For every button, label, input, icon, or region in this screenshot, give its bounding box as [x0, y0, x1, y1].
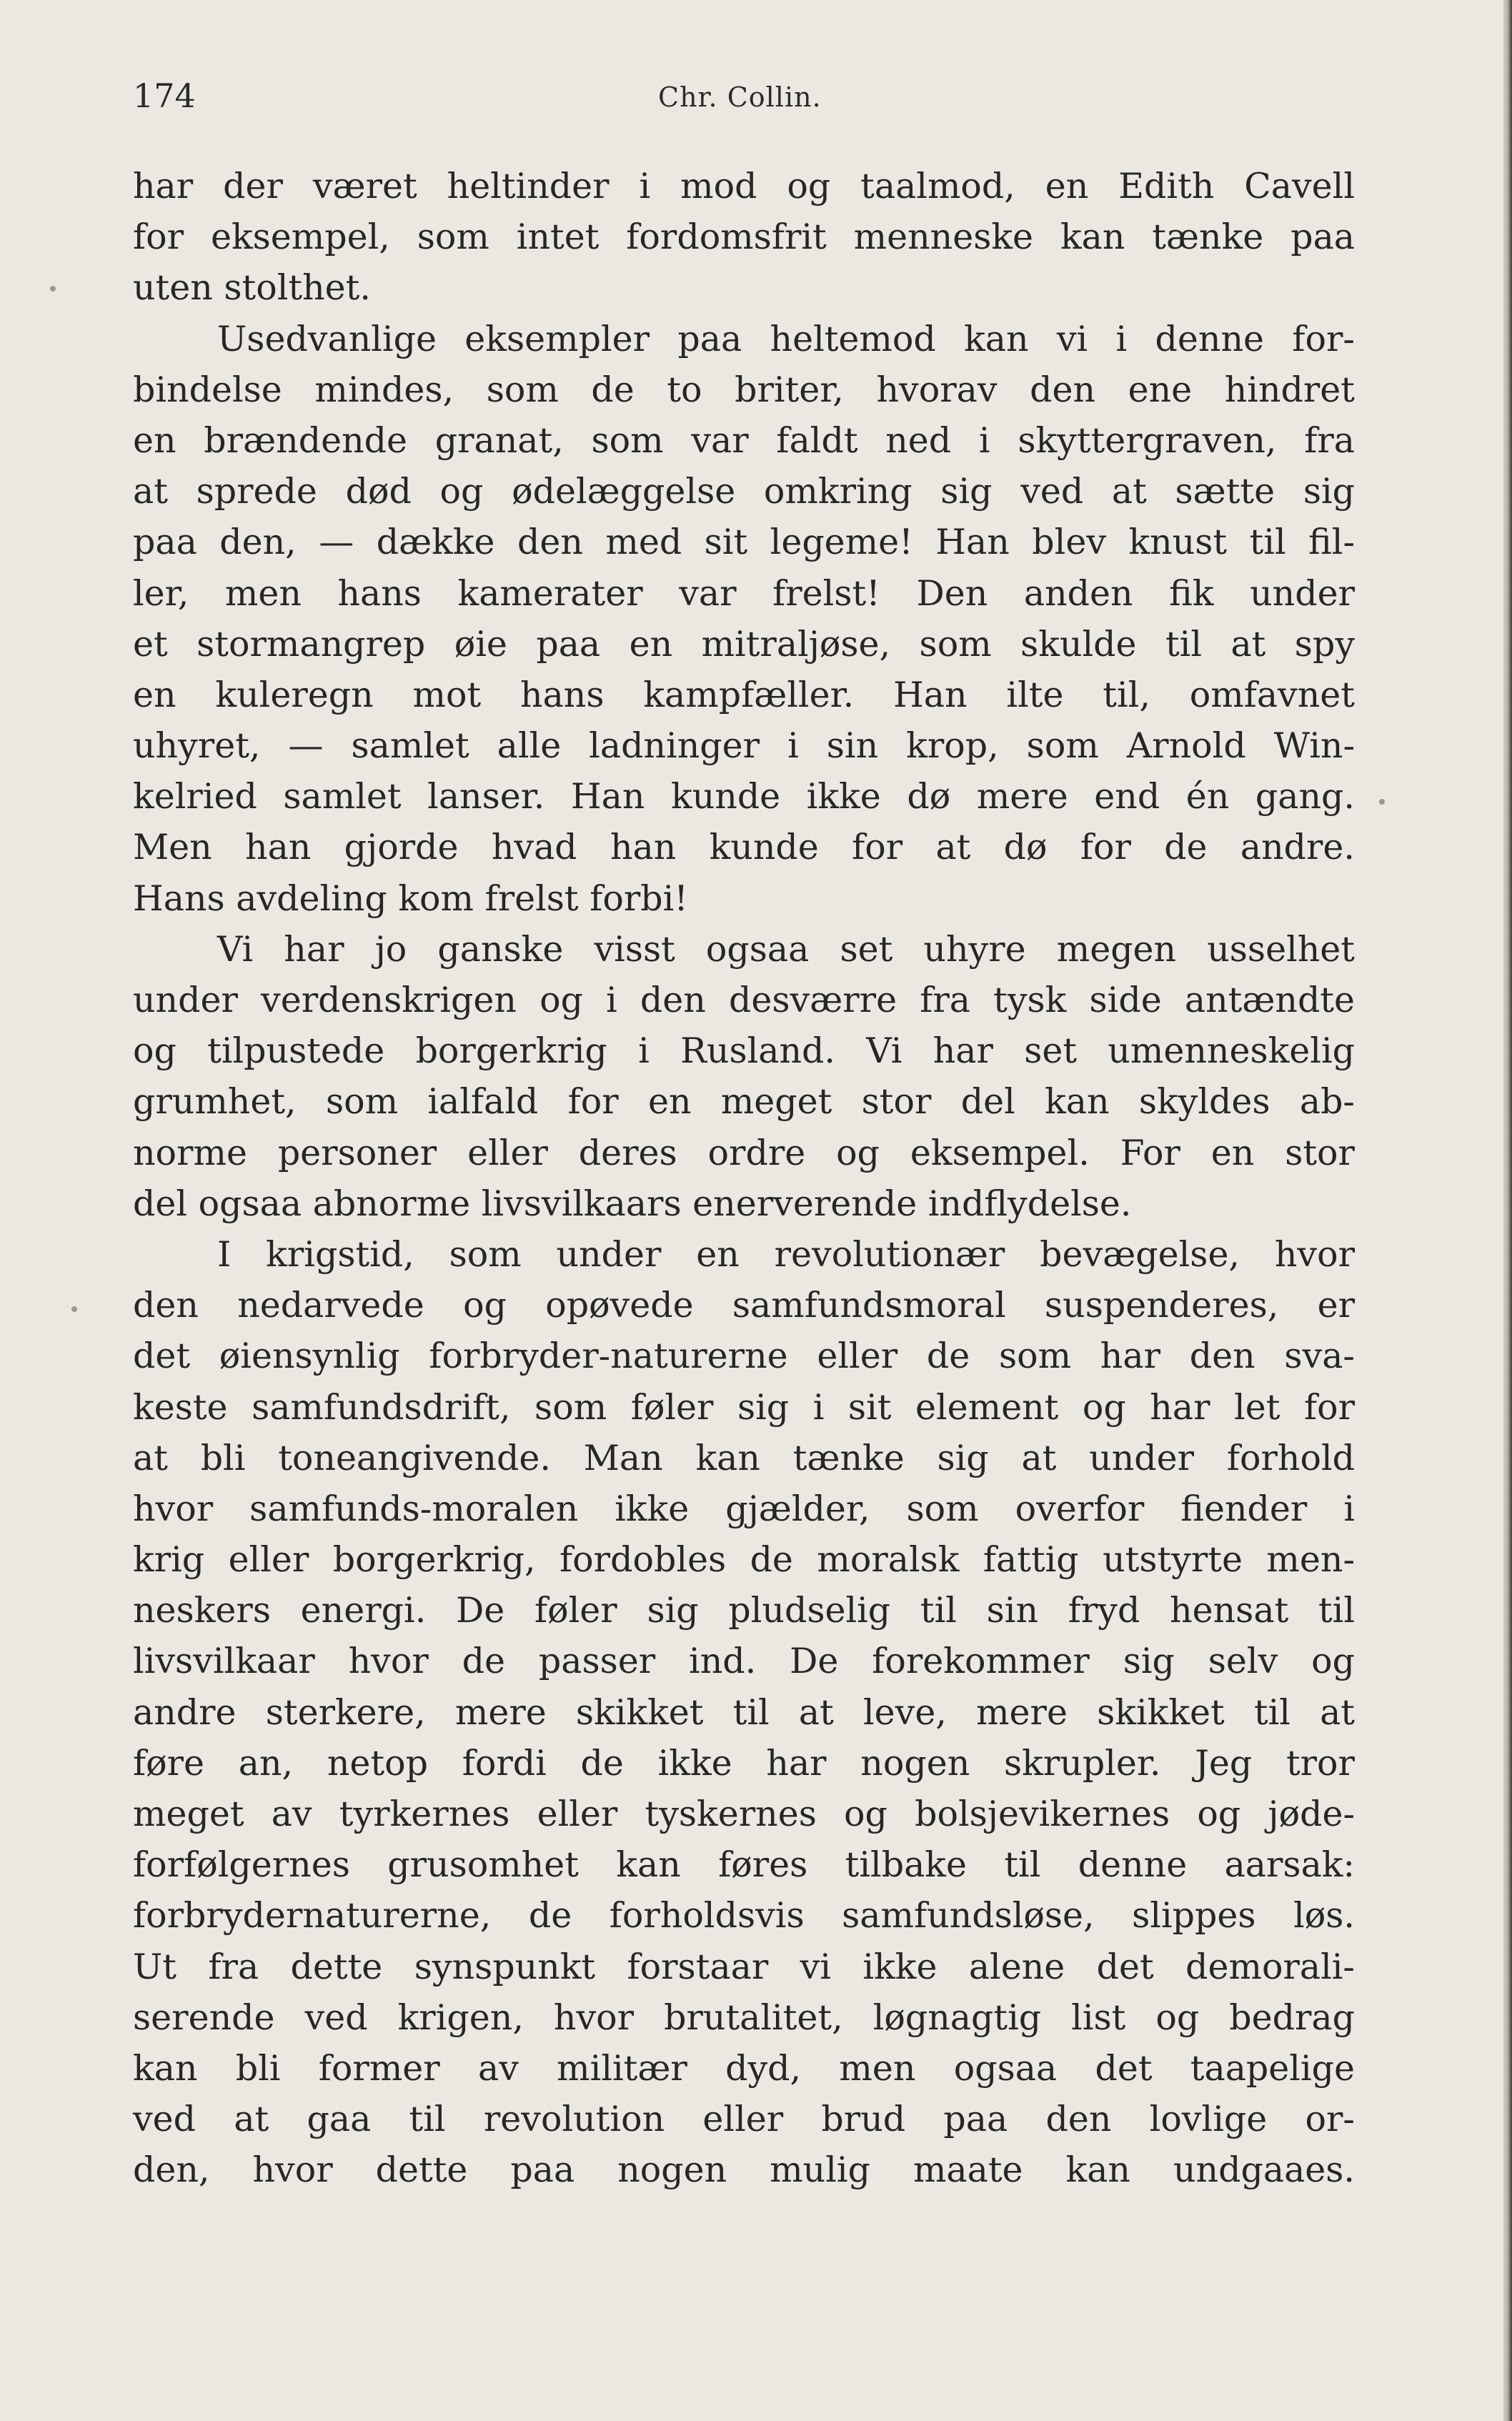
text-line: den nedarvede og opøvede samfundsmoral suspenderes, er — [133, 1285, 1355, 1326]
text-line: andre sterkere, mere skikket til at leve, mere skikket til at — [133, 1691, 1355, 1733]
text-line: det øiensynlig forbryder-naturerne eller de som har den sva- — [133, 1336, 1355, 1377]
paragraph-first-line: I krigstid, som under en revolutionær bevægelse, hvor — [217, 1233, 1355, 1275]
page-header — [133, 74, 1355, 117]
text-line: uten stolthet. — [133, 267, 371, 309]
text-line: keste samfundsdrift, som føler sig i sit element og har let for — [133, 1386, 1355, 1428]
text-line: at sprede død og ødelæggelse omkring sig ved at sætte sig — [133, 471, 1355, 512]
text-line: krig eller borgerkrig, fordobles de moralsk fattig utstyrte men- — [133, 1539, 1355, 1581]
paragraph-first-line: Vi har jo ganske visst ogsaa set uhyre megen usselhet — [217, 928, 1355, 970]
text-line: har der været heltinder i mod og taalmod, en Edith Cavell — [133, 166, 1355, 207]
text-line: grumhet, som ialfald for en meget stor del kan skyldes ab- — [133, 1081, 1355, 1123]
text-line: paa den, — dække den med sit legeme! Han blev knust til fil- — [133, 522, 1355, 563]
text-line: Men han gjorde hvad han kunde for at dø for de andre. — [133, 827, 1355, 868]
paragraph-first-line: Usedvanlige eksempler paa heltemod kan vi i denne for- — [217, 318, 1355, 359]
text-line: kan bli former av militær dyd, men ogsaa det taapelige — [133, 2047, 1355, 2089]
text-line: hvor samfunds-moralen ikke gjælder, som overfor fiender i — [133, 1488, 1355, 1529]
text-line: under verdenskrigen og i den desværre fra tysk side antændte — [133, 980, 1355, 1020]
text-line: forbrydernaturerne, de forholdsvis samfundsløse, slippes løs. — [133, 1895, 1355, 1937]
text-line: Hans avdeling kom frelst forbi! — [133, 878, 688, 919]
text-line: føre an, netop fordi de ikke har nogen skrupler. Jeg tror — [133, 1742, 1355, 1784]
text-line: neskers energi. De føler sig pludselig til sin fryd hensat til — [133, 1590, 1355, 1631]
text-line: en brændende granat, som var faldt ned i skyttergraven, fra — [133, 419, 1355, 461]
text-line: et stormangrep øie paa en mitraljøse, som skulde til at spy — [133, 623, 1355, 665]
text-line: Ut fra dette synspunkt forstaar vi ikke alene det demorali- — [133, 1946, 1355, 1987]
paper-speck — [1379, 799, 1385, 805]
text-line: serende ved krigen, hvor brutalitet, løgnagtig list og bedrag — [133, 1997, 1355, 2038]
text-line: bindelse mindes, som de to briter, hvorav den ene hindret — [133, 369, 1355, 410]
running-head: Chr. Collin. — [658, 81, 822, 113]
text-line: del ogsaa abnorme livsvilkaars enerverende indflydelse. — [133, 1183, 1132, 1224]
page-number: 174 — [133, 76, 196, 115]
text-line: forfølgernes grusomhet kan føres tilbake til denne aarsak: — [133, 1844, 1355, 1886]
page-binding-edge — [1503, 0, 1512, 2421]
paper-speck — [50, 286, 56, 292]
text-line: livsvilkaar hvor de passer ind. De forekommer sig selv og — [133, 1641, 1355, 1682]
text-line: ved at gaa til revolution eller brud paa den lovlige or- — [133, 2099, 1355, 2140]
text-line: og tilpustede borgerkrig i Rusland. Vi har set umenneskelig — [133, 1030, 1355, 1072]
text-line: en kuleregn mot hans kampfæller. Han ilte til, omfavnet — [133, 674, 1355, 715]
text-line: kelried samlet lanser. Han kunde ikke dø mere end én gang. — [133, 776, 1355, 817]
text-line: uhyret, — samlet alle ladninger i sin krop, som Arnold Win- — [133, 725, 1355, 767]
text-line: ler, men hans kamerater var frelst! Den anden fik under — [133, 572, 1355, 614]
text-line: for eksempel, som intet fordomsfrit menneske kan tænke paa — [133, 217, 1355, 258]
paper-speck — [71, 1306, 77, 1312]
text-line: at bli toneangivende. Man kan tænke sig at under forhold — [133, 1437, 1355, 1478]
body-text — [133, 161, 1355, 2196]
text-line: meget av tyrkernes eller tyskernes og bolsjevikernes og jøde- — [133, 1794, 1355, 1834]
text-line: norme personer eller deres ordre og eksempel. For en stor — [133, 1132, 1355, 1173]
text-line: den, hvor dette paa nogen mulig maate kan undgaaes. — [133, 2149, 1355, 2191]
